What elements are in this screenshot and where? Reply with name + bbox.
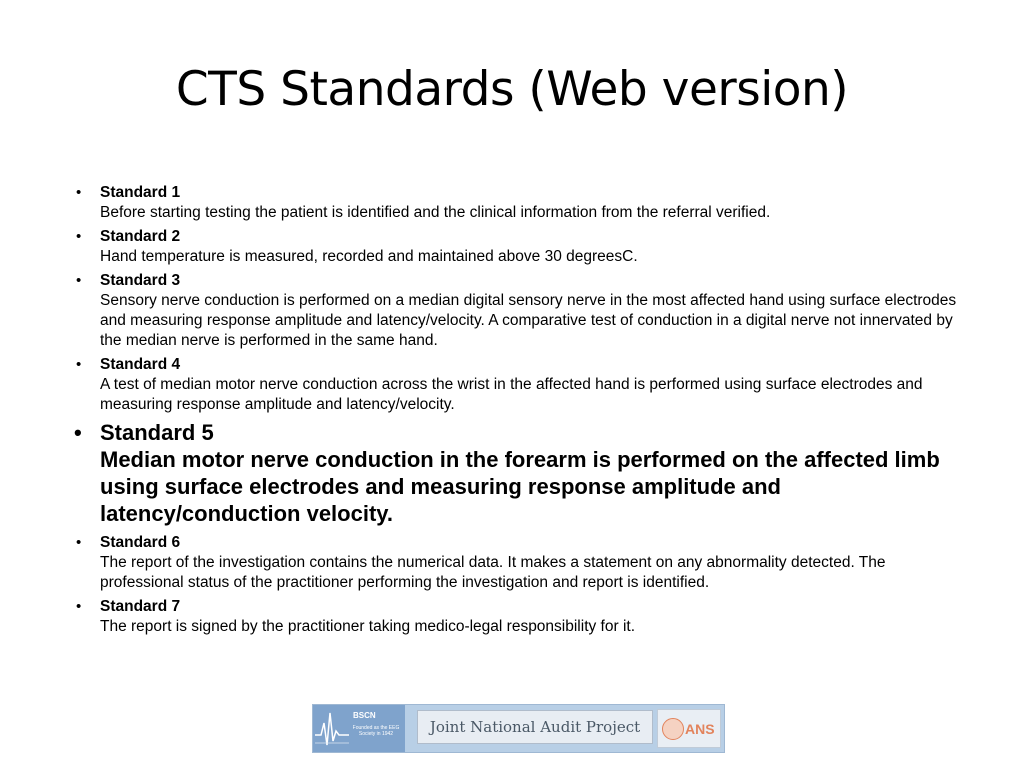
- bullet: •: [76, 272, 82, 289]
- project-name-label: Joint National Audit Project: [417, 710, 653, 744]
- bscn-logo: [313, 705, 405, 752]
- standard-heading: Standard 4: [100, 356, 181, 373]
- bscn-waveform-icon: [313, 705, 351, 752]
- bullet: •: [76, 534, 82, 551]
- standard-text: Median motor nerve conduction in the forearm is performed on the affected limb using surface electrodes and measuring response amplitude and latency/conduction velocity.: [100, 447, 940, 526]
- standard-text: Before starting testing the patient is identified and the clinical information from the referral verified.: [100, 204, 771, 221]
- list-item-standard-4: [70, 355, 965, 415]
- standard-heading: Standard 2: [100, 228, 181, 245]
- slide-title: CTS Standards (Web version): [175, 62, 849, 117]
- standard-text: Hand temperature is measured, recorded and maintained above 30 degreesC.: [100, 248, 638, 265]
- list-item-standard-1: [70, 183, 965, 223]
- list-item-standard-5: [70, 419, 965, 527]
- bullet: •: [74, 420, 82, 445]
- standards-list: [70, 183, 965, 641]
- ans-name: ANS: [685, 721, 715, 737]
- ans-logo: [657, 709, 721, 748]
- standard-text: A test of median motor nerve conduction across the wrist in the affected hand is performed using surface electrodes and measuring response amplitude and latency/velocity.: [100, 376, 923, 413]
- standard-heading: Standard 5: [100, 420, 214, 445]
- standard-text: Sensory nerve conduction is performed on a median digital sensory nerve in the most affected hand using surface electrodes and measuring response amplitude and latency/velocity. A comparative test of conduction in a digital nerve not innervated by the median nerve is performed in the same hand.: [100, 292, 957, 349]
- standard-heading: Standard 1: [100, 184, 181, 201]
- bullet: •: [76, 598, 82, 615]
- list-item-standard-3: [70, 271, 965, 351]
- standard-text: The report of the investigation contains the numerical data. It makes a statement on any abnormality detected. The professional status of the practitioner performing the investigation and report is identified.: [100, 554, 886, 591]
- list-item-standard-2: [70, 227, 965, 267]
- standard-heading: Standard 7: [100, 598, 181, 615]
- standard-heading: Standard 6: [100, 534, 181, 551]
- list-item-standard-7: [70, 597, 965, 637]
- bullet: •: [76, 356, 82, 373]
- bscn-subtitle: Founded as the EEG Society in 1942: [352, 725, 400, 737]
- bullet: •: [76, 184, 82, 201]
- footer-logo-banner: [312, 704, 725, 753]
- standard-heading: Standard 3: [100, 272, 181, 289]
- bullet: •: [76, 228, 82, 245]
- bscn-name: BSCN: [353, 711, 376, 720]
- standard-text: The report is signed by the practitioner taking medico-legal responsibility for it.: [100, 618, 636, 635]
- list-item-standard-6: [70, 533, 965, 593]
- ans-badge-icon: [662, 718, 684, 740]
